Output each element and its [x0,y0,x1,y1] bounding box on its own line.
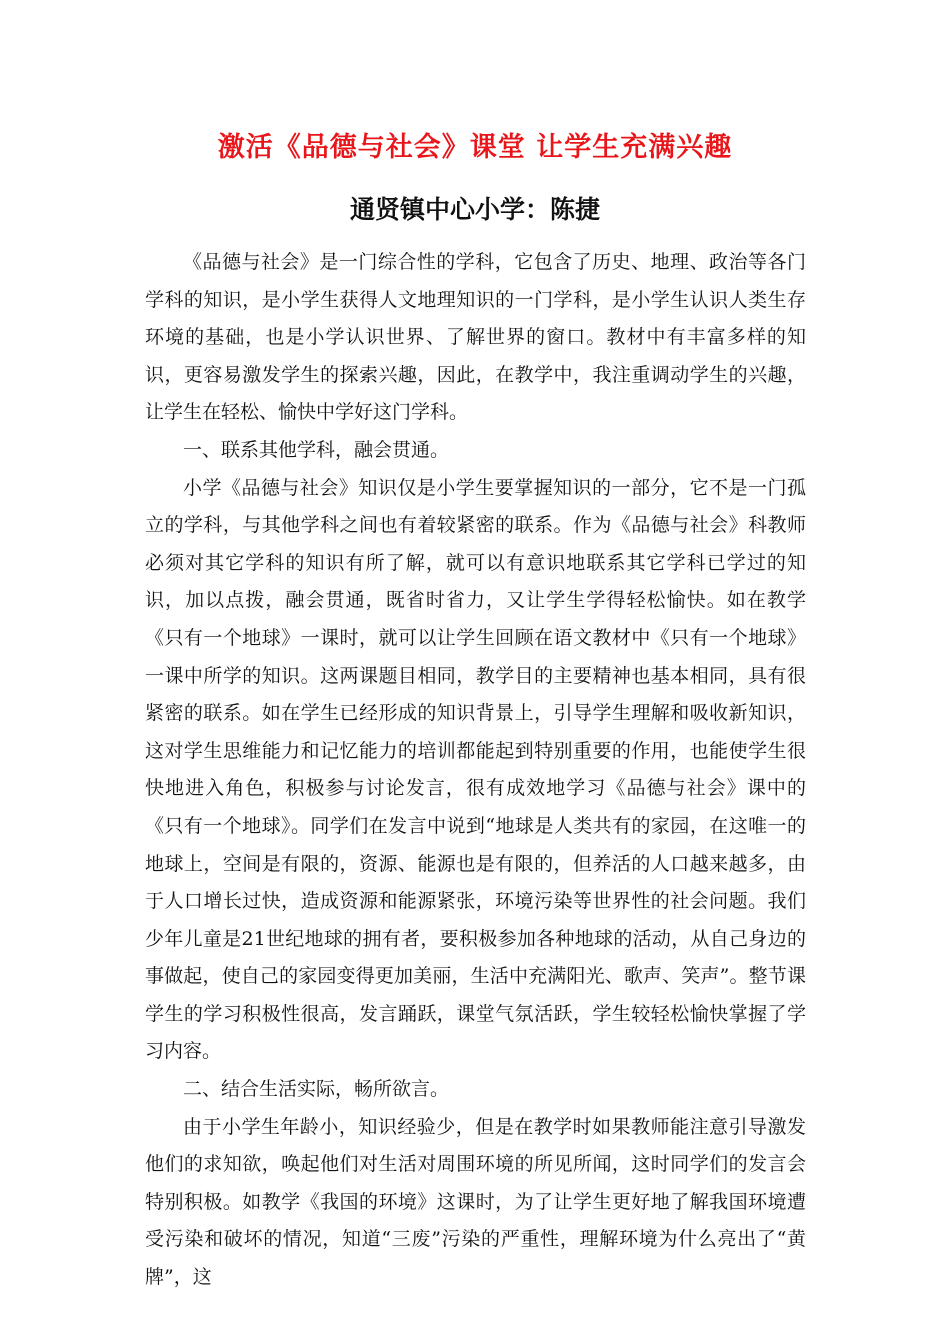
section-heading-1: 一、联系其他学科，融会贯通。 [183,438,450,461]
document-title: 激活《品德与社会》课堂 让学生充满兴趣 [217,132,733,163]
paragraph-section-1: 小学《品德与社会》知识仅是小学生要掌握知识的一部分，它不是一门孤立的学科，与其他学科之间也有着较紧密的联系。作为《品德与社会》科教师必须对其它学科的知识有所了解，就可以有意识地联系其它学科已学过的知识，加以点拨，融会贯通，既省时省力，又让学生学得轻松愉快。如在教学《只有一个地球》一课时，就可以让学生回顾在语文教材中《只有一个地球》一课中所学的知识。这两课题目相同，教学目的主要精神也基本相同，具有很紧密的联系。如在学生已经形成的知识背景上，引导学生理解和吸收新知识，这对学生思维能力和记忆能力的培训都能起到特别重要的作用，也能使学生很快地进入角色，积极参与讨论发言，很有成效地学习《品德与社会》课中的《只有一个地球》。同学们在发言中说到“地球是人类共有的家园，在这唯一的地球上，空间是有限的，资源、能源也是有限的，但养活的人口越来越多，由于人口增长过快，造成资源和能源紧张，环境污染等世界性的社会问题。我们少年儿童是21世纪地球的拥有者，要积极参加各种地球的活动，从自己身边的事做起，使自己的家园变得更加美丽，生活中充满阳光、歌声、笑声”。整节课学生的学习积极性很高，发言踊跃，课堂气氛活跃，学生较轻松愉快掌握了学习内容。 [145,476,806,1063]
section-heading-2: 二、结合生活实际，畅所欲言。 [183,1078,450,1101]
paragraph-section-2: 由于小学生年龄小，知识经验少，但是在教学时如果教师能注意引导激发他们的求知欲，唤起他们对生活对周围环境的所见所闻，这时同学们的发言会特别积极。如教学《我国的环境》这课时，为了让学生更好地了解我国环境遭受污染和破坏的情况，知道“三废”污染的严重性，理解环境为什么亮出了“黄牌”，这 [145,1115,806,1289]
paragraph-intro: 《品德与社会》是一门综合性的学科，它包含了历史、地理、政治等各门学科的知识，是小学生获得人文地理知识的一门学科，是小学生认识人类生存环境的基础，也是小学认识世界、了解世界的窗口。教材中有丰富多样的知识，更容易激发学生的探索兴趣，因此，在教学中，我注重调动学生的兴趣，让学生在轻松、愉快中学好这门学科。 [145,251,806,424]
document-body [145,244,806,1297]
document-author: 通贤镇中心小学：陈捷 [349,195,600,224]
